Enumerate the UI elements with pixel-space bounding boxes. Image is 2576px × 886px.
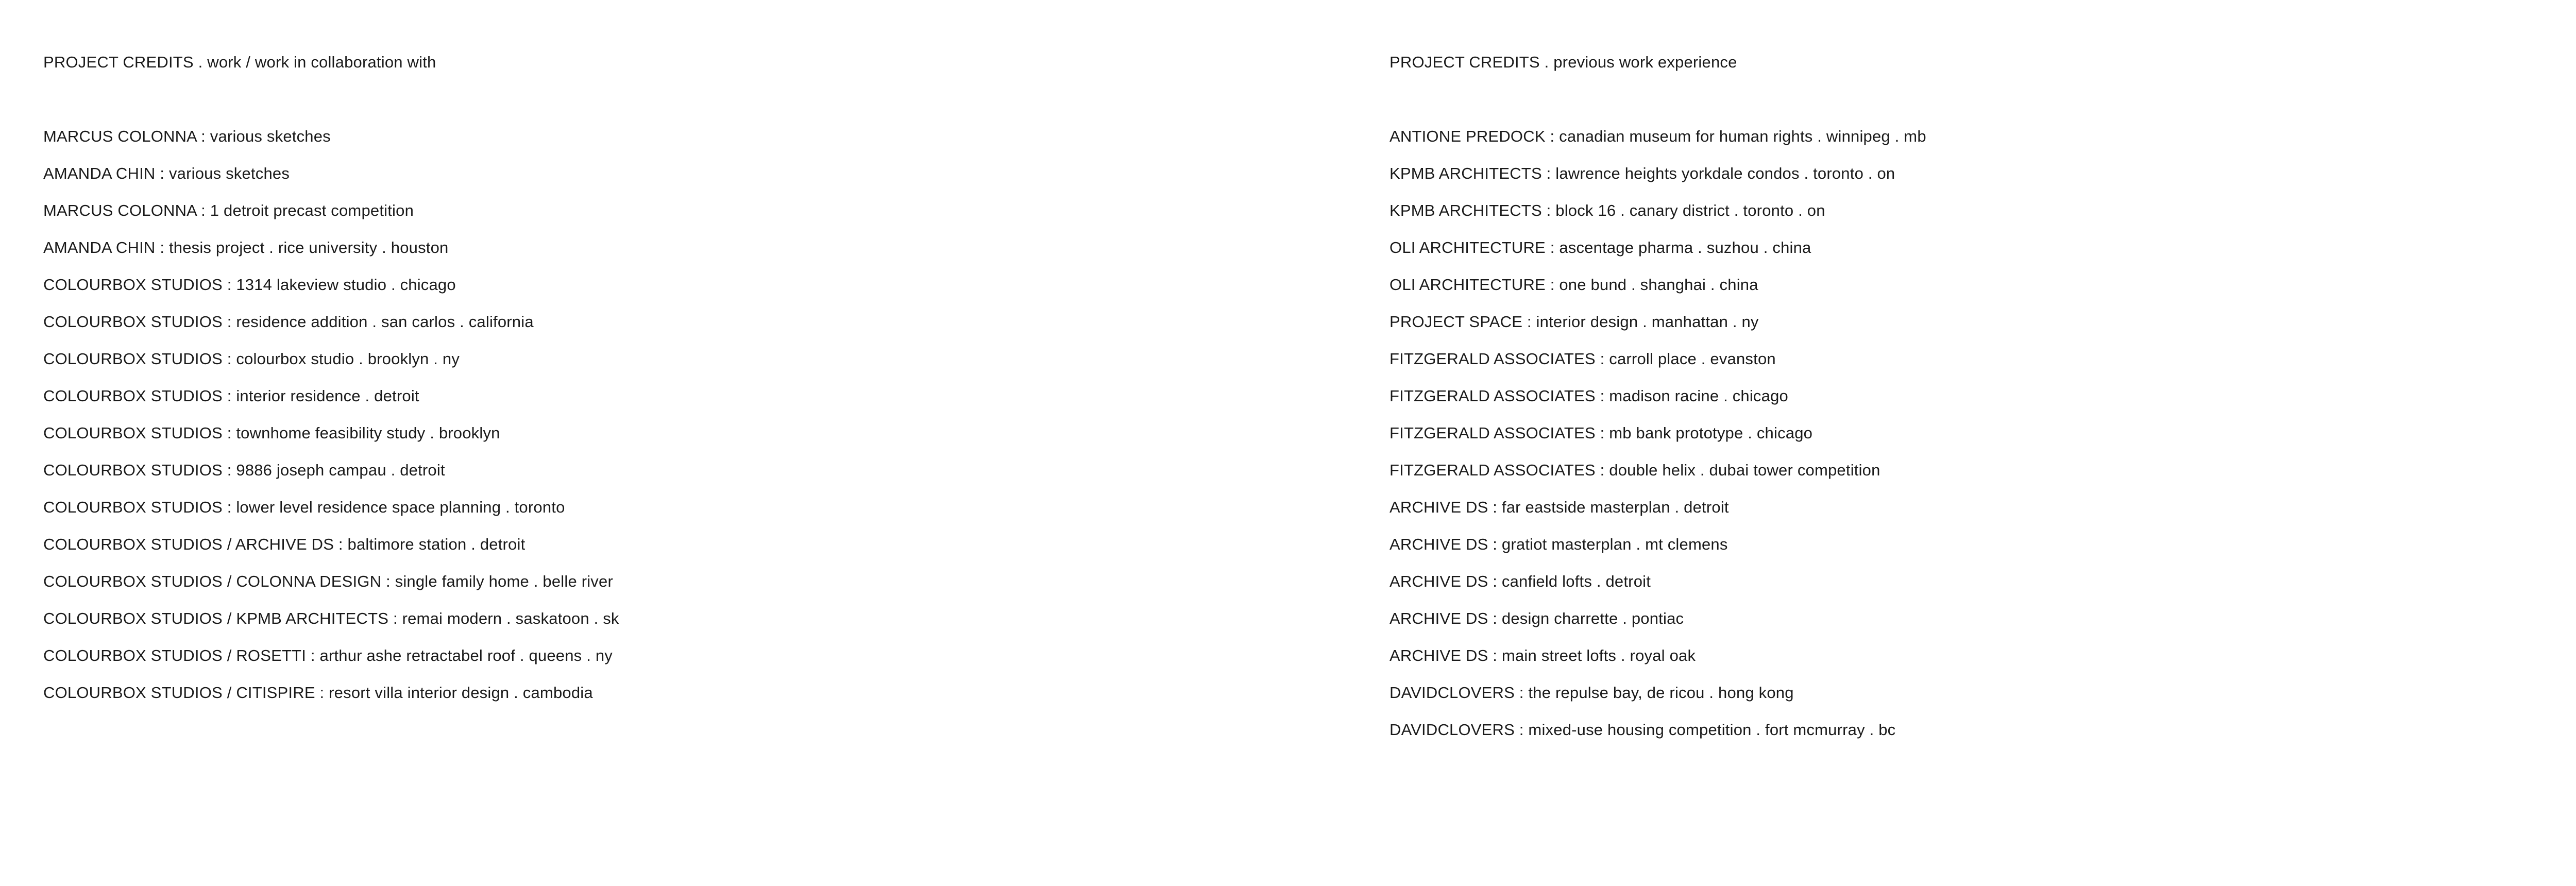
work-credits-heading: PROJECT CREDITS . work / work in collaboration with — [43, 53, 436, 71]
work-credits-list — [43, 124, 1342, 717]
credit-item: ARCHIVE DS : design charrette . pontiac — [1389, 609, 1684, 627]
credit-item: COLOURBOX STUDIOS / ARCHIVE DS : baltimore station . detroit — [43, 535, 526, 553]
credit-item: AMANDA CHIN : thesis project . rice university . houston — [43, 238, 449, 257]
credit-item: FITZGERALD ASSOCIATES : carroll place . evanston — [1389, 350, 1776, 368]
credit-item: ARCHIVE DS : gratiot masterplan . mt clemens — [1389, 535, 1728, 553]
previous-experience-column — [1389, 49, 2576, 754]
credit-item: FITZGERALD ASSOCIATES : mb bank prototype . chicago — [1389, 424, 1813, 442]
credit-item: COLOURBOX STUDIOS : 1314 lakeview studio . chicago — [43, 276, 456, 294]
credit-item: FITZGERALD ASSOCIATES : madison racine . chicago — [1389, 387, 1788, 405]
credit-item: ARCHIVE DS : far eastside masterplan . detroit — [1389, 498, 1729, 516]
credit-item: COLOURBOX STUDIOS / ROSETTI : arthur ashe retractabel roof . queens . ny — [43, 646, 613, 664]
credit-item: COLOURBOX STUDIOS : lower level residence space planning . toronto — [43, 498, 565, 516]
credit-item: MARCUS COLONNA : 1 detroit precast competition — [43, 201, 414, 219]
credit-item: COLOURBOX STUDIOS / COLONNA DESIGN : single family home . belle river — [43, 572, 613, 590]
credit-item: ARCHIVE DS : main street lofts . royal oak — [1389, 646, 1696, 664]
credit-item: ARCHIVE DS : canfield lofts . detroit — [1389, 572, 1651, 590]
previous-experience-heading: PROJECT CREDITS . previous work experience — [1389, 53, 1737, 71]
work-credits-column — [43, 49, 1342, 717]
credit-item: KPMB ARCHITECTS : block 16 . canary district . toronto . on — [1389, 201, 1825, 219]
credit-item: DAVIDCLOVERS : the repulse bay, de ricou . hong kong — [1389, 684, 1794, 702]
credit-item: DAVIDCLOVERS : mixed-use housing competition . fort mcmurray . bc — [1389, 721, 1896, 739]
credit-item: FITZGERALD ASSOCIATES : double helix . dubai tower competition — [1389, 461, 1880, 479]
credit-item: AMANDA CHIN : various sketches — [43, 164, 290, 182]
credit-item: COLOURBOX STUDIOS : residence addition . san carlos . california — [43, 313, 534, 331]
credit-item: OLI ARCHITECTURE : ascentage pharma . suzhou . china — [1389, 238, 1811, 257]
credit-item: COLOURBOX STUDIOS / CITISPIRE : resort villa interior design . cambodia — [43, 684, 593, 702]
credit-item: COLOURBOX STUDIOS : 9886 joseph campau . detroit — [43, 461, 445, 479]
credit-item: ANTIONE PREDOCK : canadian museum for human rights . winnipeg . mb — [1389, 127, 1926, 145]
credit-item: COLOURBOX STUDIOS : townhome feasibility study . brooklyn — [43, 424, 500, 442]
credit-item: COLOURBOX STUDIOS : interior residence . detroit — [43, 387, 419, 405]
credit-item: COLOURBOX STUDIOS / KPMB ARCHITECTS : remai modern . saskatoon . sk — [43, 609, 619, 627]
credit-item: KPMB ARCHITECTS : lawrence heights yorkdale condos . toronto . on — [1389, 164, 1895, 182]
credit-item: PROJECT SPACE : interior design . manhattan . ny — [1389, 313, 1759, 331]
previous-experience-list — [1389, 124, 2576, 754]
credit-item: OLI ARCHITECTURE : one bund . shanghai . china — [1389, 276, 1758, 294]
credit-item: COLOURBOX STUDIOS : colourbox studio . brooklyn . ny — [43, 350, 460, 368]
credit-item: MARCUS COLONNA : various sketches — [43, 127, 331, 145]
